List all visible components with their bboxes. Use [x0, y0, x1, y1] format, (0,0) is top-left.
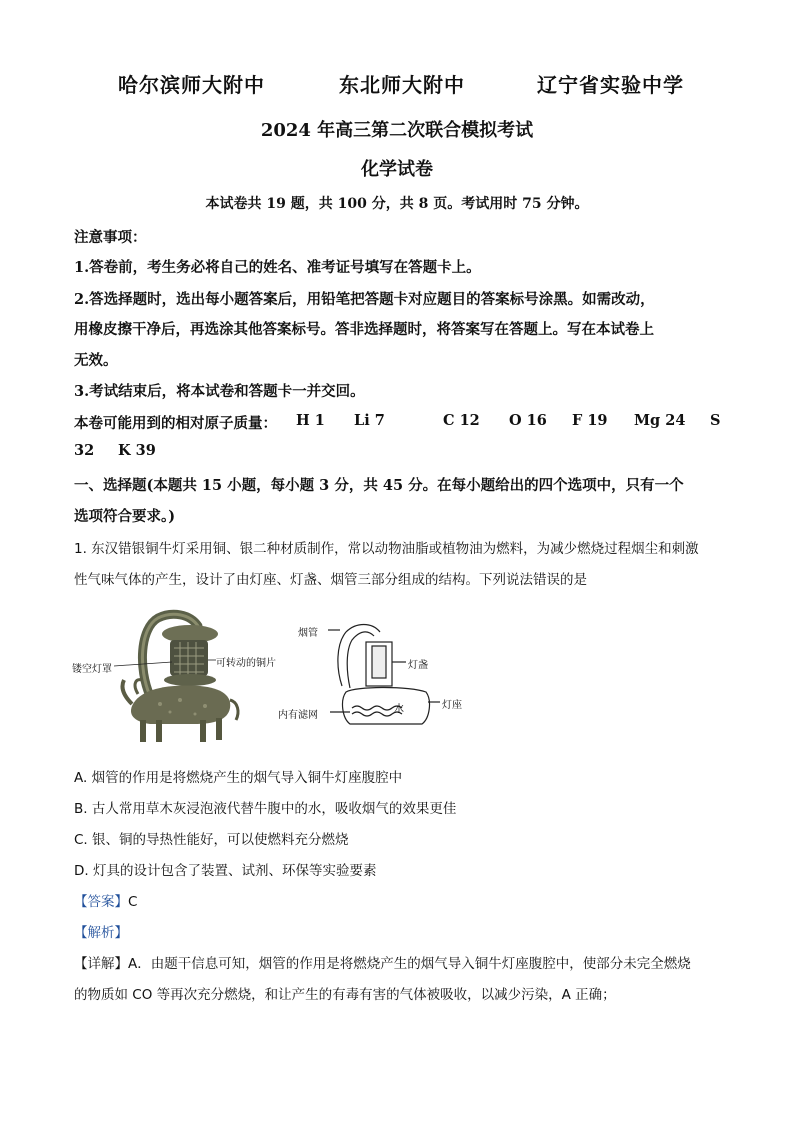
- option-d: D. 灯具的设计包含了装置、试剂、环保等实验要素: [74, 863, 377, 879]
- option-a: A. 烟管的作用是将燃烧产生的烟气导入铜牛灯座腹腔中: [74, 770, 403, 786]
- notice-item: 3.考试结束后，将本试卷和答题卡一并交回。: [74, 383, 365, 400]
- atomic-mass-entry: 32: [74, 442, 95, 459]
- school-northeast: 东北师大附中: [339, 73, 465, 97]
- section-heading: 一、选择题(本题共 15 小题，每小题 3 分，共 45 分。在每小题给出的四个选项中，只有一个: [74, 477, 684, 494]
- lamp-figure: [72, 608, 480, 750]
- exam-intro: 本试卷共 19 题，共 100 分，共 8 页。考试用时 75 分钟。: [205, 196, 589, 212]
- notice-item: 用橡皮擦干净后，再选涂其他答案标号。答非选择题时，将答案写在答题上。写在本试卷上: [74, 321, 654, 338]
- atomic-mass-entry: F 19: [572, 412, 608, 429]
- analysis-tag: 【解析】: [74, 925, 128, 941]
- school-liaoning: 辽宁省实验中学: [537, 73, 684, 97]
- ox-lamp-photo: [114, 614, 238, 742]
- atomic-mass-entry: Li 7: [354, 412, 385, 429]
- label-chimney: 烟管: [298, 628, 318, 639]
- option-b: B. 古人常用草木灰浸泡液代替牛腹中的水，吸收烟气的效果更佳: [74, 801, 457, 817]
- atomic-mass-label: 本卷可能用到的相对原子质量：: [74, 415, 277, 432]
- lamp-schematic: [328, 625, 440, 725]
- notice-item: 2.答选择题时，选出每小题答案后，用铅笔把答题卡对应题目的答案标号涂黑。如需改动，: [74, 291, 655, 308]
- question-stem-cont: 性气味气体的产生，设计了由灯座、灯盏、烟管三部分组成的结构。下列说法错误的是: [74, 572, 587, 588]
- detail-text: A．由题干信息可知，烟管的作用是将燃烧产生的烟气导入铜牛灯座腹腔中，使部分未完全燃烧: [128, 956, 691, 972]
- atomic-mass-entry: Mg 24: [634, 412, 686, 429]
- label-water: 水: [394, 704, 404, 715]
- question-stem: 1. 东汉错银铜牛灯采用铜、银二种材质制作，常以动物油脂或植物油为燃料，为减少燃烧过程烟尘和刺激: [74, 541, 699, 557]
- detail-tag: 【详解】: [74, 956, 128, 972]
- atomic-mass-entry: O 16: [509, 412, 547, 429]
- section-heading-cont: 选项符合要求。): [74, 508, 176, 525]
- answer-value: C: [128, 894, 138, 910]
- label-rotating-plate: 可转动的铜片: [216, 658, 276, 669]
- detail-text-cont: 的物质如 CO 等再次充分燃烧，和让产生的有毒有害的气体被吸收，以减少污染，A 正确；: [74, 987, 616, 1003]
- school-harbin: 哈尔滨师大附中: [118, 73, 265, 97]
- label-lamp-cup: 灯盏: [408, 660, 428, 671]
- notice-item: 无效。: [74, 352, 118, 369]
- atomic-mass-entry: S: [710, 412, 721, 429]
- notice-item: 1.答卷前，考生务必将自己的姓名、准考证号填写在答题卡上。: [74, 259, 481, 276]
- label-lamp-base: 灯座: [442, 700, 462, 711]
- label-filter: 内有滤网: [278, 710, 318, 721]
- exam-title: 2024 年高三第二次联合模拟考试: [260, 120, 534, 141]
- answer-tag: 【答案】: [74, 894, 128, 910]
- atomic-mass-entry: H 1: [296, 412, 325, 429]
- option-c: C. 银、铜的导热性能好，可以使燃料充分燃烧: [74, 832, 349, 848]
- bronze-ox-lamp-illustration: [110, 608, 480, 750]
- answer-line: [74, 890, 137, 910]
- subject-title: 化学试卷: [361, 159, 433, 180]
- atomic-mass-entry: C 12: [443, 412, 480, 429]
- notice-heading: 注意事项：: [74, 229, 147, 246]
- detail-line: [74, 952, 691, 972]
- label-hollow-shade: 镂空灯罩: [72, 664, 112, 675]
- atomic-mass-entry: K 39: [118, 442, 156, 459]
